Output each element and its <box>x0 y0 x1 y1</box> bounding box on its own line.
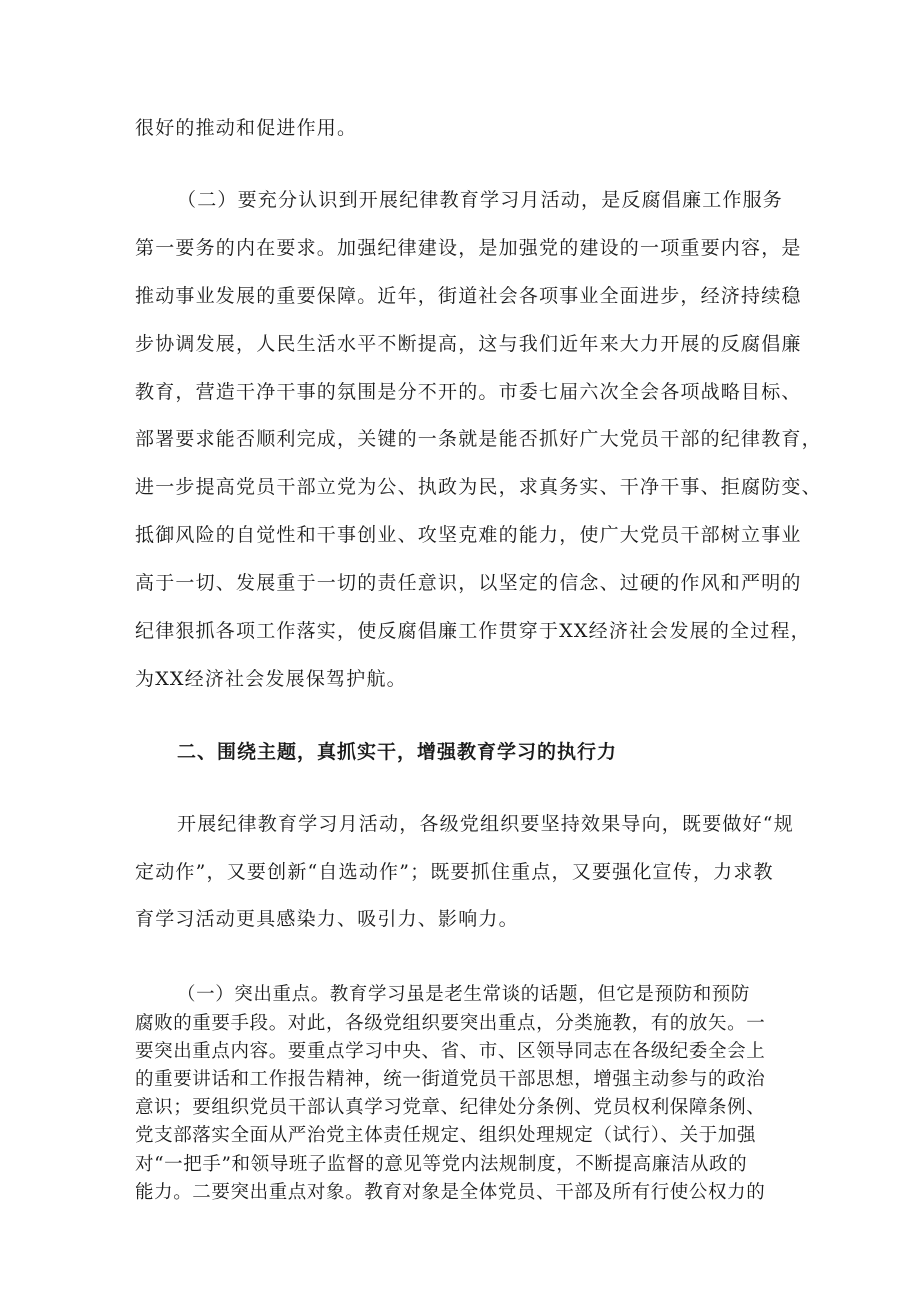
text-line: 的重要讲话和工作报告精神，统一街道党员干部思想，增强主动参与的政治 <box>135 1069 766 1090</box>
text-line: 抵御风险的自觉性和干事创业、攻坚克难的能力，使广大党员干部树立事业 <box>135 524 802 546</box>
text-line: 为XX经济社会发展保驾护航。 <box>135 668 407 690</box>
text-line: （一）突出重点。教育学习虽是老生常谈的话题，但它是预防和预防 <box>177 984 751 1005</box>
text-line: 步协调发展，人民生活水平不断提高，这与我们近年来大力开展的反腐倡廉 <box>135 333 802 355</box>
text-line: 能力。二要突出重点对象。教育对象是全体党员、干部及所有行使公权力的 <box>135 1182 766 1203</box>
text-line: 开展纪律教育学习月活动，各级党组织要坚持效果导向，既要做好“规 <box>177 813 794 835</box>
text-line: 部署要求能否顺利完成，关键的一条就是能否抓好广大党员干部的纪律教育， <box>135 428 822 450</box>
text-line: 要突出重点内容。要重点学习中央、省、市、区领导同志在各级纪委全会上 <box>135 1041 766 1062</box>
text-line: 高于一切、发展重于一切的责任意识，以坚定的信念、过硬的作风和严明的 <box>135 572 802 594</box>
text-line: 党支部落实全面从严治党主体责任规定、组织处理规定（试行）、关于加强 <box>135 1125 757 1146</box>
text-line: 意识；要组织党员干部认真学习党章、纪律处分条例、党员权利保障条例、 <box>135 1097 766 1118</box>
text-line: 腐败的重要手段。对此，各级党组织要突出重点，分类施教，有的放矢。一 <box>135 1013 766 1034</box>
text-line: 推动事业发展的重要保障。近年，街道社会各项事业全面进步，经济持续稳 <box>135 285 802 307</box>
text-line: 教育，营造干净干事的氛围是分不开的。市委七届六次全会各项战略目标、 <box>135 381 802 403</box>
text-line: 定动作”，又要创新“自选动作”；既要抓住重点，又要强化宣传，力求教 <box>135 861 774 883</box>
text-line: 进一步提高党员干部立党为公、执政为民，求真务实、干净干事、拒腐防变、 <box>135 476 822 498</box>
text-line: 很好的推动和促进作用。 <box>135 117 358 139</box>
text-line: （二）要充分认识到开展纪律教育学习月活动，是反腐倡廉工作服务 <box>177 189 784 211</box>
section-heading: 二、围绕主题，真抓实干，增强教育学习的执行力 <box>177 741 618 763</box>
text-line: 对“一把手”和领导班子监督的意见等党内法规制度，不断提高廉洁从政的 <box>135 1154 748 1175</box>
text-line: 纪律狠抓各项工作落实，使反腐倡廉工作贯穿于XX经济社会发展的全过程， <box>135 620 811 642</box>
text-line: 第一要务的内在要求。加强纪律建设，是加强党的建设的一项重要内容，是 <box>135 237 802 259</box>
text-line: 育学习活动更具感染力、吸引力、影响力。 <box>135 908 519 930</box>
